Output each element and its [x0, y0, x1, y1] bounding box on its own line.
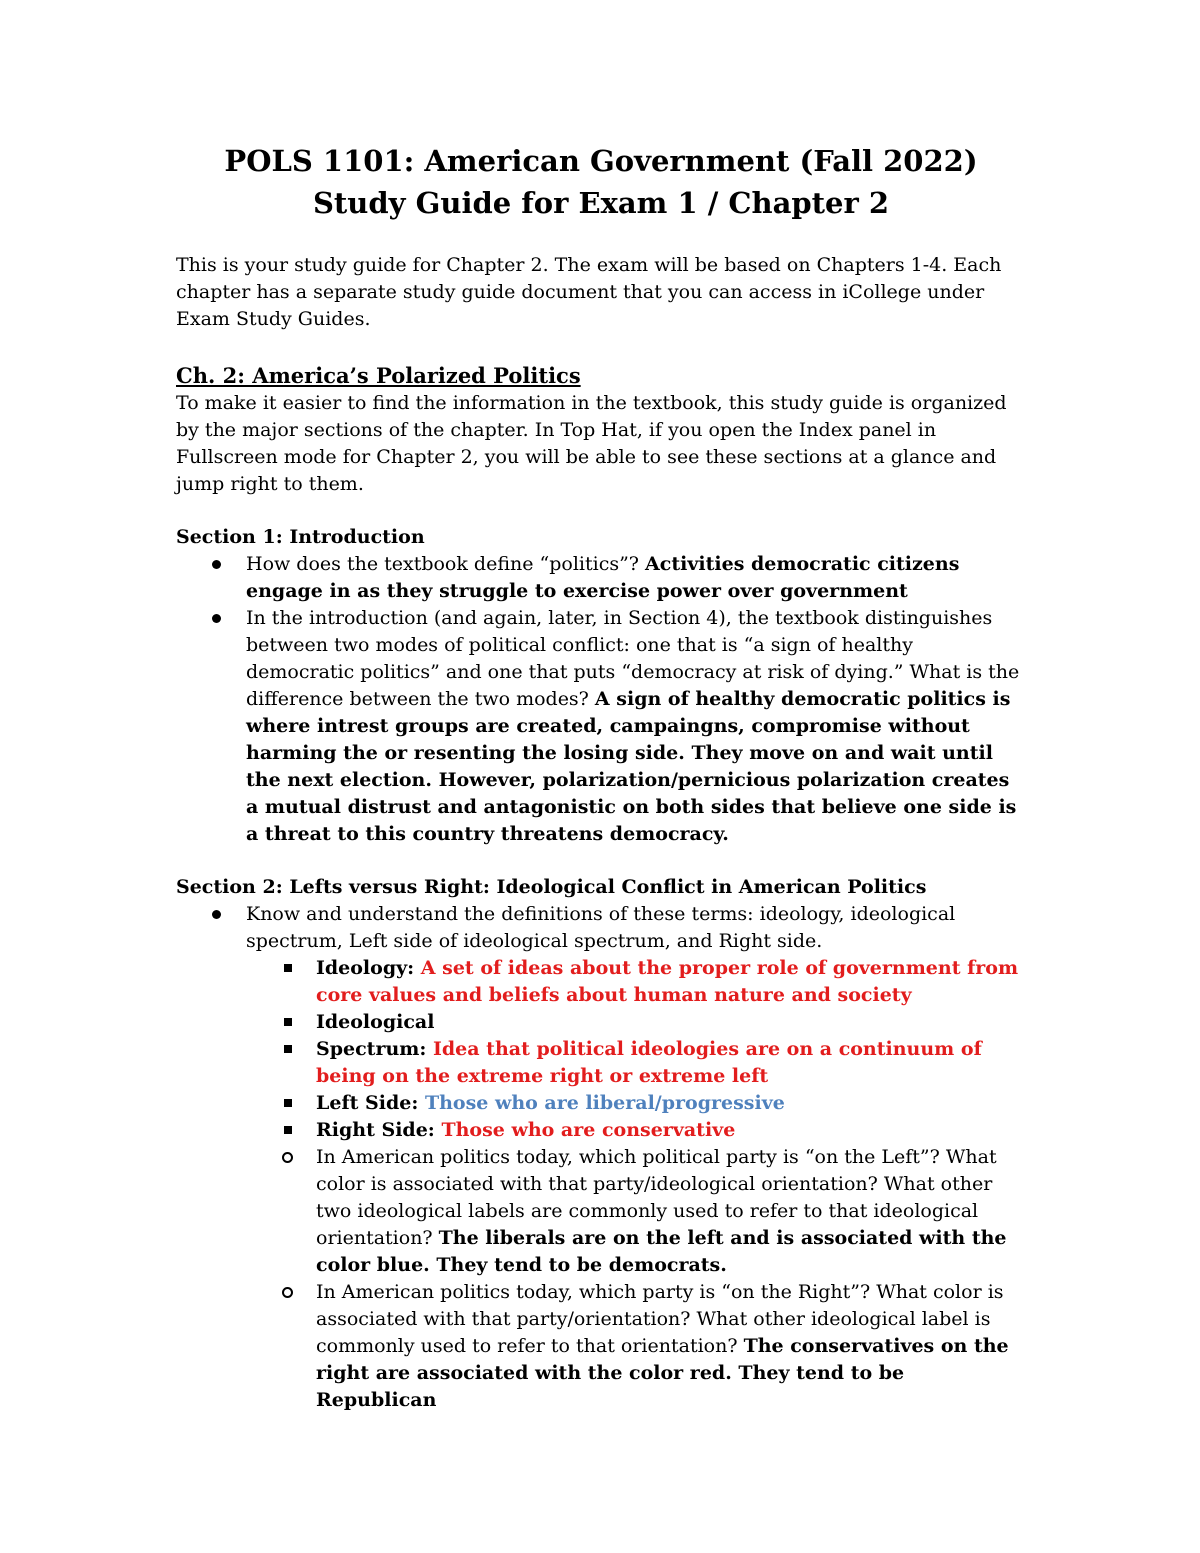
- title-line-1: POLS 1101: American Government (Fall 2022): [224, 144, 978, 178]
- question-text: How does the textbook define “politics”?: [246, 553, 646, 575]
- list-item: [246, 901, 1026, 955]
- term-label: Left Side:: [316, 1092, 425, 1114]
- section-1-list: [176, 551, 1026, 848]
- hollow-circle-bullet-icon: [282, 1287, 293, 1298]
- term-item: [316, 1009, 1026, 1036]
- term-label: Spectrum:: [316, 1038, 433, 1060]
- term-definition: A set of ideas about the proper role of government from core values and beliefs about human nature and society: [316, 957, 1019, 1006]
- square-bullet-icon: [284, 1126, 292, 1134]
- question-text: In the introduction (and again, later, in Section 4), the textbook distinguishes between two modes of political conflict: one that is “a sign of healthy democratic politics” and one that puts “democracy at risk of dying.” What is the difference between the two modes?: [246, 607, 1020, 710]
- document-page: [176, 140, 1026, 1414]
- square-bullet-icon: [284, 964, 292, 972]
- answer-text: The conservatives on the right are associated with the color red. They tend to be Republican: [316, 1335, 1009, 1411]
- intro-paragraph: This is your study guide for Chapter 2. The exam will be based on Chapters 1-4. Each chapter has a separate study guide document that you can access in iCollege under Exam Study Guides.: [176, 254, 1002, 330]
- term-definition: Those who are liberal/progressive: [424, 1092, 785, 1114]
- term-label: Ideology:: [316, 957, 421, 979]
- term-item: [316, 1117, 1026, 1144]
- term-item: [316, 1090, 1026, 1117]
- square-bullet-icon: [284, 1018, 292, 1026]
- question-text: In American politics today, which party is “on the Right”? What color is associated with that party/orientation? What other ideological label is commonly used to refer to that orientation?: [316, 1281, 1004, 1357]
- answer-text: The liberals are on the left and is associated with the color blue. They tend to be democrats.: [316, 1227, 1007, 1276]
- item-text: Know and understand the definitions of these terms: ideology, ideological spectrum, Left side of ideological spectrum, and Right side.: [246, 903, 956, 952]
- sub-list-item: [316, 1144, 1026, 1279]
- square-bullet-icon: [284, 1099, 292, 1107]
- bullet-icon: [212, 910, 221, 919]
- section-1-heading: Section 1: Introduction: [176, 526, 425, 548]
- section-2-heading: Section 2: Lefts versus Right: Ideological Conflict in American Politics: [176, 876, 927, 898]
- chapter-heading: Ch. 2: America’s Polarized Politics: [176, 363, 581, 388]
- answer-text: A sign of healthy democratic politics is where intrest groups are created, campaingns, compromise without harming the or resenting the losing side. They move on and wait until the next election. However, polarization/pernicious polarization creates a mutual distrust and antagonistic on both sides that believe one side is a threat to this country threatens democracy.: [246, 688, 1017, 845]
- section-2-list: [176, 901, 1026, 955]
- term-definition: Those who are conservative: [441, 1119, 736, 1141]
- list-item: [246, 605, 1026, 848]
- bullet-icon: [212, 614, 221, 623]
- term-item: [316, 955, 1026, 1009]
- document-title: [176, 140, 1026, 224]
- terms-list: [176, 955, 1026, 1144]
- list-item: [246, 551, 1026, 605]
- answer-text: Activities democratic citizens engage in as they struggle to exercise power over government: [246, 553, 960, 602]
- hollow-circle-bullet-icon: [282, 1152, 293, 1163]
- square-bullet-icon: [284, 1045, 292, 1053]
- chapter-description: To make it easier to find the information in the textbook, this study guide is organized by the major sections of the chapter. In Top Hat, if you open the Index panel in Fullscreen mode for Chapter 2, you will be able to see these sections at a glance and jump right to them.: [176, 392, 1007, 495]
- title-line-2: Study Guide for Exam 1 / Chapter 2: [312, 186, 890, 220]
- term-item: [316, 1036, 1026, 1090]
- question-text: In American politics today, which political party is “on the Left”? What color is associated with that party/ideological orientation? What other two ideological labels are commonly used to refer to that ideological orientation?: [316, 1146, 997, 1249]
- term-definition: Idea that political ideologies are on a continuum of being on the extreme right or extreme left: [316, 1038, 982, 1087]
- term-label: Ideological: [316, 1011, 435, 1033]
- section-2-sublist: [176, 1144, 1026, 1414]
- sub-list-item: [316, 1279, 1026, 1414]
- bullet-icon: [212, 560, 221, 569]
- term-label: Right Side:: [316, 1119, 442, 1141]
